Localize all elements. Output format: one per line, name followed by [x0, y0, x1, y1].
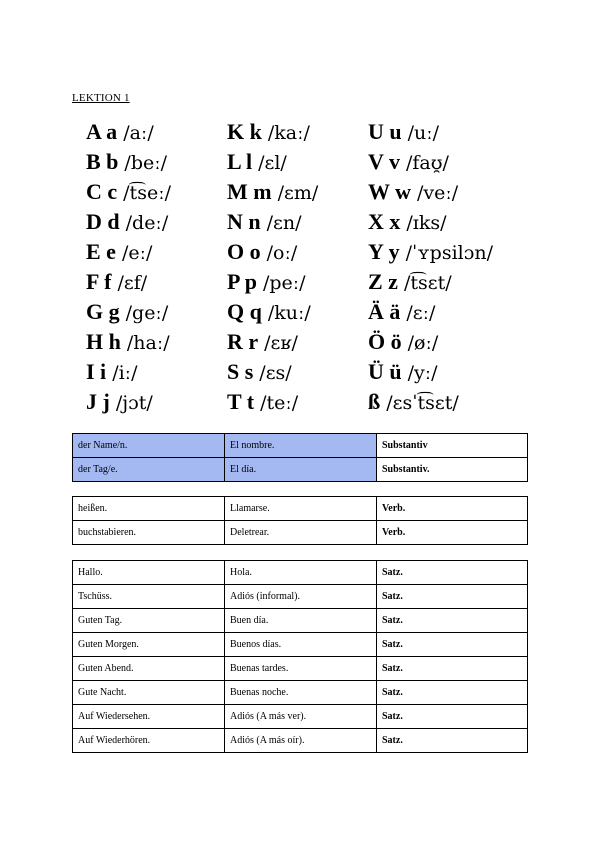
alphabet-entry: [86, 297, 227, 327]
category-cell: Satz.: [377, 705, 528, 729]
letter-pair: ß: [368, 389, 381, 414]
letter-pronunciation: /kuː/: [267, 302, 311, 324]
alphabet-entry: [368, 207, 538, 237]
letter-pronunciation: /øː/: [407, 332, 439, 354]
letter-pronunciation: /veː/: [417, 182, 459, 204]
spanish-cell: Adiós (informal).: [225, 585, 377, 609]
vocab-row: [73, 434, 528, 458]
letter-pronunciation: /ɛm/: [277, 182, 319, 204]
category-cell: Satz.: [377, 681, 528, 705]
letter-pair: B b: [86, 149, 119, 174]
letter-pronunciation: /oː/: [266, 242, 298, 264]
alphabet-entry: [227, 267, 368, 297]
letter-pronunciation: /ɛs/: [259, 362, 292, 384]
letter-pronunciation: /uː/: [407, 122, 440, 144]
vocab-table-nouns: [72, 433, 528, 482]
alphabet-entry: [86, 117, 227, 147]
alphabet-entry: [86, 237, 227, 267]
letter-pair: X x: [368, 209, 401, 234]
german-cell: Guten Abend.: [73, 657, 225, 681]
letter-pronunciation: /faʊ̯/: [406, 152, 449, 174]
alphabet-entry: [227, 207, 368, 237]
alphabet-entry: [368, 267, 538, 297]
letter-pair: F f: [86, 269, 112, 294]
letter-pair: Ö ö: [368, 329, 402, 354]
vocab-row: [73, 633, 528, 657]
letter-pair: J j: [86, 389, 110, 414]
spanish-cell: El día.: [225, 458, 377, 482]
letter-pair: D d: [86, 209, 120, 234]
category-cell: Satz.: [377, 633, 528, 657]
vocab-row: [73, 458, 528, 482]
letter-pronunciation: /aː/: [123, 122, 154, 144]
vocab-row: [73, 657, 528, 681]
alphabet-entry: [368, 297, 538, 327]
vocab-table-phrases: [72, 560, 528, 753]
letter-pair: E e: [86, 239, 116, 264]
german-cell: der Tag/e.: [73, 458, 225, 482]
letter-pronunciation: /haː/: [126, 332, 170, 354]
letter-pronunciation: /peː/: [262, 272, 306, 294]
spanish-cell: Buen día.: [225, 609, 377, 633]
vocab-row: [73, 609, 528, 633]
german-cell: der Name/n.: [73, 434, 225, 458]
vocab-row: [73, 585, 528, 609]
letter-pronunciation: /beː/: [124, 152, 168, 174]
alphabet-entry: [86, 207, 227, 237]
spanish-cell: El nombre.: [225, 434, 377, 458]
alphabet-entry: [86, 357, 227, 387]
category-cell: Substantiv: [377, 434, 528, 458]
letter-pronunciation: /ɛː/: [406, 302, 436, 324]
letter-pronunciation: /ɛsˈt͡sɛt/: [386, 392, 459, 414]
vocab-row: [73, 729, 528, 753]
alphabet-entry: [368, 117, 538, 147]
letter-pair: Ä ä: [368, 299, 401, 324]
category-cell: Satz.: [377, 609, 528, 633]
letter-pronunciation: /ɪks/: [406, 212, 447, 234]
alphabet-entry: [86, 147, 227, 177]
letter-pair: H h: [86, 329, 121, 354]
alphabet-entry: [86, 327, 227, 357]
german-cell: Auf Wiederhören.: [73, 729, 225, 753]
letter-pair: N n: [227, 209, 261, 234]
letter-pair: A a: [86, 119, 118, 144]
letter-pronunciation: /ɛl/: [258, 152, 287, 174]
alphabet-grid: [86, 117, 538, 417]
alphabet-entry: [227, 237, 368, 267]
german-cell: Guten Tag.: [73, 609, 225, 633]
german-cell: Guten Morgen.: [73, 633, 225, 657]
alphabet-entry: [368, 147, 538, 177]
category-cell: Verb.: [377, 497, 528, 521]
letter-pair: R r: [227, 329, 259, 354]
alphabet-entry: [86, 267, 227, 297]
category-cell: Satz.: [377, 729, 528, 753]
german-cell: heißen.: [73, 497, 225, 521]
alphabet-entry: [227, 387, 368, 417]
letter-pair: O o: [227, 239, 261, 264]
spanish-cell: Hola.: [225, 561, 377, 585]
german-cell: Hallo.: [73, 561, 225, 585]
alphabet-entry: [368, 327, 538, 357]
spanish-cell: Buenas noche.: [225, 681, 377, 705]
letter-pair: L l: [227, 149, 253, 174]
vocab-row: [73, 705, 528, 729]
spanish-cell: Adiós (A más ver).: [225, 705, 377, 729]
vocab-row: [73, 521, 528, 545]
letter-pronunciation: /ɛn/: [266, 212, 302, 234]
spanish-cell: Adiós (A más oír).: [225, 729, 377, 753]
letter-pronunciation: /kaː/: [267, 122, 310, 144]
alphabet-entry: [227, 327, 368, 357]
letter-pronunciation: /ɛf/: [117, 272, 148, 294]
letter-pair: M m: [227, 179, 272, 204]
vocab-row: [73, 681, 528, 705]
alphabet-entry: [227, 297, 368, 327]
spanish-cell: Buenos días.: [225, 633, 377, 657]
vocab-table-verbs: [72, 496, 528, 545]
letter-pair: Y y: [368, 239, 400, 264]
alphabet-entry: [227, 357, 368, 387]
letter-pronunciation: /ɛʁ/: [264, 332, 298, 354]
letter-pair: V v: [368, 149, 400, 174]
letter-pronunciation: /jɔt/: [115, 392, 153, 414]
letter-pronunciation: /yː/: [407, 362, 438, 384]
letter-pair: U u: [368, 119, 402, 144]
category-cell: Satz.: [377, 657, 528, 681]
letter-pronunciation: /t͡sɛt/: [403, 272, 452, 294]
spanish-cell: Buenas tardes.: [225, 657, 377, 681]
letter-pair: G g: [86, 299, 120, 324]
lesson-title: LEKTION 1: [72, 92, 130, 104]
alphabet-entry: [86, 177, 227, 207]
letter-pronunciation: /teː/: [260, 392, 299, 414]
letter-pair: C c: [86, 179, 118, 204]
german-cell: buchstabieren.: [73, 521, 225, 545]
letter-pair: S s: [227, 359, 254, 384]
letter-pronunciation: /deː/: [125, 212, 169, 234]
letter-pair: Ü ü: [368, 359, 402, 384]
letter-pronunciation: /ˈʏpsilɔn/: [405, 242, 493, 264]
letter-pair: I i: [86, 359, 107, 384]
vocab-row: [73, 497, 528, 521]
alphabet-entry: [368, 237, 538, 267]
category-cell: Satz.: [377, 585, 528, 609]
letter-pair: K k: [227, 119, 262, 144]
alphabet-entry: [368, 357, 538, 387]
letter-pair: Z z: [368, 269, 398, 294]
alphabet-entry: [368, 387, 538, 417]
letter-pair: W w: [368, 179, 411, 204]
category-cell: Satz.: [377, 561, 528, 585]
vocab-row: [73, 561, 528, 585]
letter-pair: Q q: [227, 299, 262, 324]
letter-pair: P p: [227, 269, 257, 294]
letter-pronunciation: /geː/: [125, 302, 169, 324]
letter-pronunciation: /eː/: [121, 242, 153, 264]
category-cell: Substantiv.: [377, 458, 528, 482]
alphabet-entry: [227, 177, 368, 207]
letter-pronunciation: /iː/: [112, 362, 138, 384]
german-cell: Gute Nacht.: [73, 681, 225, 705]
category-cell: Verb.: [377, 521, 528, 545]
spanish-cell: Deletrear.: [225, 521, 377, 545]
alphabet-entry: [227, 147, 368, 177]
german-cell: Auf Wiedersehen.: [73, 705, 225, 729]
alphabet-entry: [368, 177, 538, 207]
letter-pronunciation: /t͡seː/: [123, 182, 171, 204]
spanish-cell: Llamarse.: [225, 497, 377, 521]
letter-pair: T t: [227, 389, 255, 414]
alphabet-entry: [227, 117, 368, 147]
alphabet-entry: [86, 387, 227, 417]
german-cell: Tschüss.: [73, 585, 225, 609]
